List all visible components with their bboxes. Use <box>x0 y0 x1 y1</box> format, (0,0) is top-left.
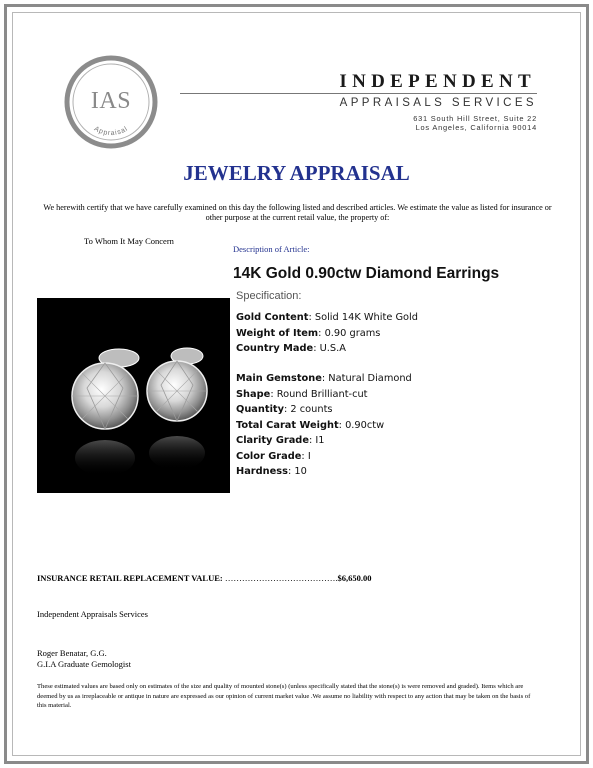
logo-ring-text: Appraisal <box>92 125 130 138</box>
spec-row: Color Grade: I <box>236 450 311 462</box>
spec-row: Shape: Round Brilliant-cut <box>236 388 368 400</box>
spec-list-metal <box>236 310 418 357</box>
spec-row: Total Carat Weight: 0.90ctw <box>236 419 385 431</box>
certification-intro: We herewith certify that we have carefully examined on this day the following listed and described articles. We estimate the value as listed for insurance or other purpose at the current retail value, the property of: <box>43 203 552 222</box>
insurance-label: INSURANCE RETAIL REPLACEMENT VALUE: <box>37 573 223 583</box>
appraiser-name: Roger Benatar, G.G. <box>37 648 107 658</box>
header-rule <box>180 93 537 94</box>
description-label: Description of Article: <box>233 244 310 254</box>
spec-row: Gold Content: Solid 14K White Gold <box>236 312 418 323</box>
company-address <box>300 114 537 132</box>
spec-row: Weight of Item: 0.90 grams <box>236 327 381 339</box>
appraiser-credential: G.I.A Graduate Gemologist <box>37 659 131 669</box>
logo-letters: IAS <box>90 88 132 114</box>
spec-row: Clarity Grade: I1 <box>236 435 325 446</box>
company-subtitle: APPRAISALS SERVICES <box>339 97 537 109</box>
address-line-2: Los Angeles, California 90014 <box>415 123 537 132</box>
signature-block <box>37 648 131 670</box>
earrings-photo <box>37 298 230 493</box>
spec-list-gemstone <box>236 371 412 480</box>
recipient: To Whom It May Concern <box>84 236 174 246</box>
insurance-dots: …………………………………. <box>224 573 338 583</box>
specification-label: Specification: <box>236 290 302 302</box>
disclaimer: These estimated values are based only on estimates of the size and quality of mounted stone(s) (unless specifically stated that the stone(s) is were removed and graded). Items which are deemed by us as irreplaceable or antique in nature are expressed as our opinion of current market value .We assume no liability with respect to any action that may be taken on the basis of this material. <box>37 683 531 709</box>
insurance-amount: $6,650.00 <box>337 573 372 583</box>
spec-row: Hardness: 10 <box>236 466 307 477</box>
company-name: INDEPENDENT <box>339 71 536 92</box>
insurance-value <box>37 573 371 583</box>
spec-row: Quantity: 2 counts <box>236 404 333 415</box>
document-title: JEWELRY APPRAISAL <box>183 161 410 185</box>
spec-row: Main Gemstone: Natural Diamond <box>236 373 412 384</box>
signature-company: Independent Appraisals Services <box>37 609 148 619</box>
spec-row: Country Made: U.S.A <box>236 343 346 354</box>
article-title: 14K Gold 0.90ctw Diamond Earrings <box>233 265 500 282</box>
ias-logo <box>64 55 158 149</box>
address-line-1: 631 South Hill Street, Suite 22 <box>413 114 537 123</box>
company-header <box>310 72 536 92</box>
